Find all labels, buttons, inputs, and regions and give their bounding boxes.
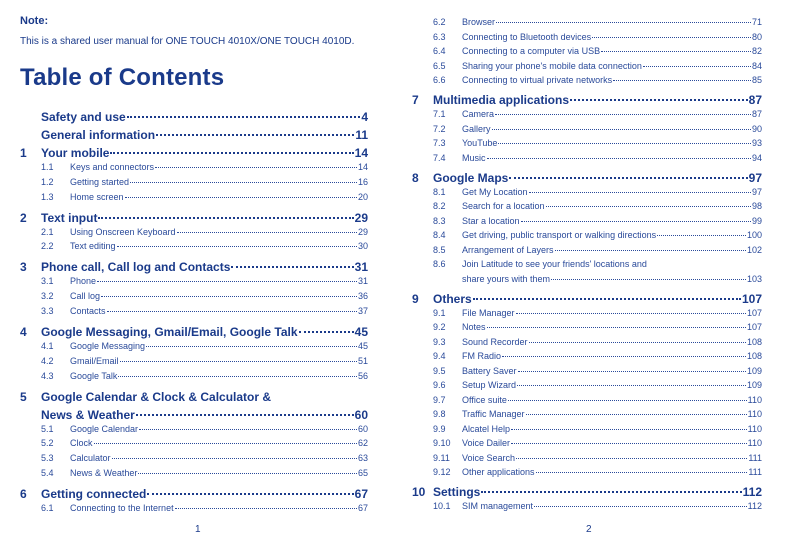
page-number-right: 2 xyxy=(586,524,592,535)
toc-entry-page: 60 xyxy=(357,423,368,434)
toc-section-entry[interactable] xyxy=(412,424,762,436)
dot-leader xyxy=(529,342,746,343)
dot-leader xyxy=(502,356,746,357)
toc-entry-page: 97 xyxy=(748,170,762,185)
toc-section-entry[interactable] xyxy=(412,46,762,58)
toc-entry-page: 107 xyxy=(746,322,762,332)
toc-entry-page: 82 xyxy=(751,46,762,56)
toc-section-entry[interactable] xyxy=(20,356,368,368)
toc-chapter-entry[interactable] xyxy=(20,110,368,126)
dot-leader xyxy=(94,443,357,444)
toc-entry-number: 6 xyxy=(20,487,27,501)
dot-leader xyxy=(526,414,747,415)
toc-entry-number: 9.5 xyxy=(433,365,446,376)
toc-entry-label: Gmail/Email xyxy=(70,355,119,366)
toc-entry-number: 9.12 xyxy=(433,467,451,477)
toc-entry-label: Keys and connectors xyxy=(70,162,155,172)
toc-section-entry[interactable] xyxy=(20,424,368,436)
toc-entry-label: Connecting to Bluetooth devices xyxy=(462,31,592,42)
toc-entry-number: 8.2 xyxy=(433,201,446,211)
toc-entry-label: Music xyxy=(462,152,486,163)
toc-entry-label: Gallery xyxy=(462,123,491,134)
toc-entry-number: 9.2 xyxy=(433,322,446,332)
toc-section-entry[interactable] xyxy=(412,245,762,257)
toc-entry-page: 93 xyxy=(751,138,762,148)
dot-leader xyxy=(146,346,357,347)
toc-entry-number: 1 xyxy=(20,146,27,160)
toc-entry-page: 37 xyxy=(357,306,368,316)
toc-entry-number: 10.1 xyxy=(433,501,451,511)
toc-entry-number: 4 xyxy=(20,325,27,339)
toc-entry-page: 110 xyxy=(747,423,762,434)
toc-section-entry[interactable] xyxy=(20,162,368,174)
toc-entry-number: 7.3 xyxy=(433,138,446,148)
toc-entry-number: 8.4 xyxy=(433,230,446,240)
dot-leader xyxy=(508,400,747,401)
toc-entry-page: 45 xyxy=(354,325,368,339)
toc-entry-label: share yours with them xyxy=(462,273,551,284)
toc-section-entry[interactable] xyxy=(412,409,762,421)
toc-entry-label: Contacts xyxy=(70,306,106,316)
dot-leader xyxy=(155,167,357,168)
toc-entry-label: Text editing xyxy=(70,241,116,252)
toc-entry-page: 99 xyxy=(751,215,762,226)
toc-section-entry[interactable] xyxy=(412,124,762,136)
toc-entry-page: 108 xyxy=(746,351,762,361)
toc-entry-label: Clock xyxy=(70,438,93,449)
toc-entry-label: Using Onscreen Keyboard xyxy=(70,226,176,237)
toc-section-entry[interactable] xyxy=(20,177,368,189)
toc-section-entry[interactable] xyxy=(412,75,762,87)
toc-section-entry[interactable] xyxy=(412,17,762,29)
dot-leader xyxy=(487,327,746,328)
toc-entry-label: News & Weather xyxy=(70,468,138,478)
dot-leader xyxy=(299,331,354,333)
toc-entry-number: 9.7 xyxy=(433,394,446,405)
dot-leader xyxy=(117,246,357,247)
toc-entry-number: 6.6 xyxy=(433,75,446,85)
toc-chapter-entry[interactable] xyxy=(412,292,762,308)
toc-entry-number: 7.2 xyxy=(433,123,446,134)
toc-entry-label: Others xyxy=(433,291,472,306)
toc-entry-number: 8.1 xyxy=(433,186,446,197)
toc-entry-number: 6.5 xyxy=(433,60,446,71)
dot-leader xyxy=(529,192,751,193)
toc-entry-label: News & Weather xyxy=(41,407,135,422)
toc-entry-label: Multimedia applications xyxy=(433,93,570,107)
toc-entry-number: 1.1 xyxy=(41,162,54,172)
toc-entry-number: 3.1 xyxy=(41,276,54,287)
toc-entry-label: Google Messaging xyxy=(70,341,146,351)
toc-section-entry[interactable] xyxy=(412,61,762,73)
dot-leader xyxy=(613,80,751,81)
right-page xyxy=(412,0,762,559)
toc-section-entry[interactable] xyxy=(20,306,368,318)
toc-section-entry[interactable] xyxy=(412,187,762,199)
toc-entry-label: Get driving, public transport or walking directions xyxy=(462,230,657,240)
toc-entry-page: 110 xyxy=(747,438,762,448)
toc-entry-page: 109 xyxy=(746,365,762,376)
toc-section-entry[interactable] xyxy=(412,351,762,363)
toc-entry-label: Office suite xyxy=(462,394,507,405)
toc-entry-label: Browser xyxy=(462,17,496,27)
toc-entry-page: 63 xyxy=(357,453,368,464)
toc-entry-page: 111 xyxy=(748,452,762,463)
toc-entry-number: 7.4 xyxy=(433,152,446,163)
toc-entry-page: 60 xyxy=(354,407,368,422)
toc-entry-number: 6.2 xyxy=(433,17,446,27)
toc-entry-page: 97 xyxy=(751,186,762,197)
toc-section-entry[interactable] xyxy=(20,291,368,303)
toc-entry-label: Sound Recorder xyxy=(462,336,528,347)
toc-section-entry[interactable] xyxy=(412,467,762,479)
toc-entry-page: 62 xyxy=(357,438,368,449)
toc-entry-label: Call log xyxy=(70,291,101,302)
toc-entry-number: 5 xyxy=(20,389,27,404)
dot-leader xyxy=(147,493,353,495)
dot-leader xyxy=(175,508,357,509)
toc-title: Table of Contents xyxy=(20,64,225,91)
toc-section-entry[interactable] xyxy=(20,503,368,515)
toc-entry-number: 10 xyxy=(412,485,426,499)
toc-chapter-entry[interactable] xyxy=(20,146,368,162)
toc-entry-label: Traffic Manager xyxy=(462,409,525,419)
toc-entry-label: Google Calendar xyxy=(70,423,139,434)
toc-entry-page: 85 xyxy=(751,75,762,85)
toc-entry-label: YouTube xyxy=(462,138,498,148)
toc-entry-page: 103 xyxy=(746,273,762,284)
toc-section-entry[interactable] xyxy=(412,32,762,44)
toc-section-entry[interactable] xyxy=(20,371,368,383)
toc-entry-number: 8.6 xyxy=(433,259,446,269)
toc-entry-label: Camera xyxy=(462,109,495,119)
toc-entry-label: Getting connected xyxy=(41,487,147,501)
toc-entry-page: 107 xyxy=(741,291,762,306)
toc-section-entry[interactable] xyxy=(20,453,368,465)
dot-leader xyxy=(110,152,353,154)
toc-entry-number: 9.11 xyxy=(433,452,450,463)
toc-entry-page: 56 xyxy=(357,370,368,381)
toc-entry-label: Safety and use xyxy=(41,110,126,124)
toc-entry-number: 7.1 xyxy=(433,109,446,119)
toc-section-entry[interactable] xyxy=(412,153,762,165)
toc-entry-label: Google Maps xyxy=(433,170,509,185)
dot-leader xyxy=(592,37,751,38)
toc-section-entry[interactable] xyxy=(412,366,762,378)
toc-entry-label: Get My Location xyxy=(462,186,528,197)
toc-entry-label: Connecting to virtual private networks xyxy=(462,75,613,85)
dot-leader xyxy=(517,385,746,386)
dot-leader xyxy=(125,197,357,198)
toc-section-entry[interactable] xyxy=(20,468,368,480)
dot-leader xyxy=(177,232,357,233)
toc-entry-page: 87 xyxy=(748,93,762,107)
toc-entry-page: 108 xyxy=(746,336,762,347)
toc-section-entry[interactable] xyxy=(412,201,762,213)
toc-chapter-entry[interactable] xyxy=(20,487,368,503)
toc-entry-label: Getting started xyxy=(70,176,130,187)
toc-entry-label: Battery Saver xyxy=(462,365,517,376)
toc-entry-label: General information xyxy=(41,128,156,142)
dot-leader xyxy=(546,206,751,207)
toc-section-entry[interactable] xyxy=(412,337,762,349)
dot-leader xyxy=(492,129,751,130)
toc-entry-page: 110 xyxy=(747,409,762,419)
dot-leader xyxy=(101,296,357,297)
toc-entry-label: Settings xyxy=(433,485,481,499)
toc-entry-page: 30 xyxy=(357,241,368,252)
toc-entry-label: Google Talk xyxy=(70,370,118,381)
toc-entry-number: 7 xyxy=(412,93,419,107)
toc-entry-number: 2 xyxy=(20,210,27,225)
toc-entry-label: Arrangement of Layers xyxy=(462,244,554,255)
toc-entry-label: Home screen xyxy=(70,191,124,202)
toc-entry-page: 112 xyxy=(742,485,762,499)
left-page xyxy=(20,0,368,559)
toc-entry-number: 5.2 xyxy=(41,438,54,449)
page-number-left: 1 xyxy=(195,524,201,535)
toc-chapter-entry[interactable] xyxy=(20,211,368,227)
dot-leader xyxy=(570,99,748,101)
toc-entry-page: 14 xyxy=(357,162,368,172)
dot-leader xyxy=(601,51,751,52)
dot-leader xyxy=(536,472,748,473)
toc-chapter-entry[interactable] xyxy=(20,325,368,341)
dot-leader xyxy=(136,414,354,416)
dot-leader xyxy=(511,429,747,430)
toc-entry-label: Calculator xyxy=(70,453,111,464)
dot-leader xyxy=(481,491,741,493)
toc-section-entry[interactable] xyxy=(20,276,368,288)
dot-leader xyxy=(97,281,357,282)
dot-leader xyxy=(120,361,357,362)
toc-entry-label: Google Calendar & Clock & Calculator & xyxy=(41,389,272,404)
toc-entry-page: 11 xyxy=(355,128,368,142)
toc-section-entry[interactable] xyxy=(412,230,762,242)
toc-entry-number: 1.2 xyxy=(41,176,54,187)
toc-entry-label: Voice Dailer xyxy=(462,438,511,448)
toc-entry-number: 8.5 xyxy=(433,244,446,255)
toc-entry-label: Phone xyxy=(70,276,97,287)
toc-entry-page: 20 xyxy=(357,191,368,202)
toc-entry-label: Phone call, Call log and Contacts xyxy=(41,260,231,275)
toc-entry-page: 65 xyxy=(357,468,368,478)
toc-section-entry[interactable] xyxy=(20,341,368,353)
dot-leader xyxy=(118,376,357,377)
toc-entry-number: 5.4 xyxy=(41,468,54,478)
dot-leader xyxy=(521,221,751,222)
dot-leader xyxy=(498,143,751,144)
dot-leader xyxy=(130,182,357,183)
toc-chapter-entry[interactable] xyxy=(20,260,368,276)
toc-entry-page: 45 xyxy=(357,341,368,351)
toc-entry-page: 80 xyxy=(751,31,762,42)
dot-leader xyxy=(139,429,357,430)
toc-section-entry[interactable] xyxy=(412,216,762,228)
toc-section-entry[interactable] xyxy=(412,322,762,334)
toc-entry-number: 8 xyxy=(412,170,419,185)
toc-entry-number: 1.3 xyxy=(41,191,54,202)
toc-entry-number: 4.3 xyxy=(41,370,54,381)
toc-entry-page: 31 xyxy=(354,260,368,275)
toc-entry-label: Other applications xyxy=(462,467,535,477)
toc-entry-page: 31 xyxy=(357,276,368,287)
toc-section-entry[interactable] xyxy=(20,438,368,450)
dot-leader xyxy=(495,114,751,115)
toc-section-entry[interactable] xyxy=(20,241,368,253)
dot-leader xyxy=(516,458,747,459)
toc-entry-label: Setup Wizard xyxy=(462,380,517,390)
toc-entry-page: 4 xyxy=(361,110,368,124)
toc-entry-number: 9.9 xyxy=(433,423,446,434)
toc-section-entry[interactable] xyxy=(412,308,762,320)
toc-entry-label: Your mobile xyxy=(41,146,110,160)
toc-entry-number: 3 xyxy=(20,260,27,275)
toc-entry-label: File Manager xyxy=(462,307,515,318)
dot-leader xyxy=(511,443,747,444)
toc-entry-page: 107 xyxy=(746,307,762,318)
dot-leader xyxy=(551,279,746,280)
toc-entry-label: Star a location xyxy=(462,215,520,226)
toc-chapter-entry[interactable] xyxy=(20,408,368,424)
toc-entry-page: 16 xyxy=(357,176,368,187)
toc-section-entry[interactable] xyxy=(412,109,762,121)
toc-entry-label: Join Latitude to see your friends' locations and xyxy=(462,259,647,269)
toc-entry-number: 5.1 xyxy=(41,423,54,434)
toc-entry-label: Connecting to the Internet xyxy=(70,503,174,513)
toc-entry-number: 9 xyxy=(412,291,419,306)
toc-entry-page: 94 xyxy=(751,152,762,163)
toc-entry-label: SIM management xyxy=(462,501,534,511)
toc-entry-page: 112 xyxy=(747,501,762,511)
toc-entry-number: 9.6 xyxy=(433,380,446,390)
toc-entry-page: 67 xyxy=(354,487,368,501)
toc-entry-number: 9.8 xyxy=(433,409,446,419)
toc-entry-label: Connecting to a computer via USB xyxy=(462,46,601,56)
toc-entry-label: Text input xyxy=(41,210,98,225)
toc-section-entry[interactable] xyxy=(20,227,368,239)
toc-entry-number: 5.3 xyxy=(41,453,54,464)
toc-section-entry[interactable] xyxy=(412,438,762,450)
toc-entry-page: 67 xyxy=(357,503,368,513)
toc-entry-number: 9.3 xyxy=(433,336,446,347)
dot-leader xyxy=(509,177,747,179)
dot-leader xyxy=(112,458,357,459)
toc-entry-label: Sharing your phone's mobile data connection xyxy=(462,60,642,71)
toc-entry-number: 3.3 xyxy=(41,306,54,316)
toc-section-entry[interactable] xyxy=(412,259,762,271)
dot-leader xyxy=(534,506,747,507)
toc-chapter-entry[interactable] xyxy=(412,485,762,501)
toc-entry-page: 87 xyxy=(751,109,762,119)
dot-leader xyxy=(518,371,746,372)
toc-entry-number: 3.2 xyxy=(41,291,54,302)
dot-leader xyxy=(138,473,357,474)
toc-entry-page: 71 xyxy=(751,17,762,27)
toc-entry-page: 100 xyxy=(746,230,762,240)
toc-entry-page: 29 xyxy=(354,210,368,225)
toc-entry-number: 9.1 xyxy=(433,307,446,318)
note-text: This is a shared user manual for ONE TOUCH 4010X/ONE TOUCH 4010D. xyxy=(20,36,355,47)
toc-entry-number: 9.10 xyxy=(433,438,451,448)
toc-entry-number: 2.2 xyxy=(41,241,54,252)
toc-entry-number: 6.3 xyxy=(433,31,446,42)
toc-entry-number: 6.4 xyxy=(433,46,446,56)
note-title: Note: xyxy=(20,15,49,27)
dot-leader xyxy=(473,298,741,300)
dot-leader xyxy=(107,311,357,312)
dot-leader xyxy=(127,116,361,118)
toc-section-entry[interactable] xyxy=(412,501,762,513)
toc-entry-page: 110 xyxy=(747,394,762,405)
toc-entry-label: Search for a location xyxy=(462,201,545,211)
toc-entry-label: Voice Search xyxy=(462,452,516,463)
dot-leader xyxy=(643,66,751,67)
toc-entry-label: Notes xyxy=(462,322,486,332)
toc-entry-page: 109 xyxy=(746,380,762,390)
toc-entry-page: 36 xyxy=(357,291,368,302)
dot-leader xyxy=(555,250,746,251)
toc-chapter-entry[interactable] xyxy=(412,171,762,187)
toc-entry-page: 90 xyxy=(751,123,762,134)
dot-leader xyxy=(98,217,353,219)
dot-leader xyxy=(156,134,354,136)
toc-chapter-entry[interactable] xyxy=(20,390,368,406)
dot-leader xyxy=(516,313,746,314)
toc-entry-number: 9.4 xyxy=(433,351,446,361)
toc-entry-page: 51 xyxy=(357,355,368,366)
toc-entry-label: FM Radio xyxy=(462,351,502,361)
toc-entry-number: 2.1 xyxy=(41,226,54,237)
toc-entry-label: Google Messaging, Gmail/Email, Google Talk xyxy=(41,325,298,339)
toc-entry-page: 29 xyxy=(357,226,368,237)
toc-entry-page: 111 xyxy=(748,467,762,477)
toc-section-entry[interactable] xyxy=(412,274,762,286)
dot-leader xyxy=(231,266,353,268)
toc-entry-number: 4.2 xyxy=(41,355,54,366)
toc-entry-number: 4.1 xyxy=(41,341,54,351)
toc-entry-number: 6.1 xyxy=(41,503,54,513)
toc-entry-page: 14 xyxy=(354,146,368,160)
toc-section-entry[interactable] xyxy=(412,395,762,407)
toc-chapter-entry[interactable] xyxy=(20,128,368,144)
toc-section-entry[interactable] xyxy=(20,192,368,204)
toc-chapter-entry[interactable] xyxy=(412,93,762,109)
toc-entry-number: 8.3 xyxy=(433,215,446,226)
dot-leader xyxy=(496,22,751,23)
toc-entry-page: 102 xyxy=(746,244,762,255)
toc-entry-page: 98 xyxy=(751,201,762,211)
toc-section-entry[interactable] xyxy=(412,453,762,465)
toc-entry-page: 84 xyxy=(751,60,762,71)
toc-entry-label: Alcatel Help xyxy=(462,423,511,434)
dot-leader xyxy=(487,158,751,159)
toc-section-entry[interactable] xyxy=(412,138,762,150)
dot-leader xyxy=(657,235,746,236)
toc-section-entry[interactable] xyxy=(412,380,762,392)
